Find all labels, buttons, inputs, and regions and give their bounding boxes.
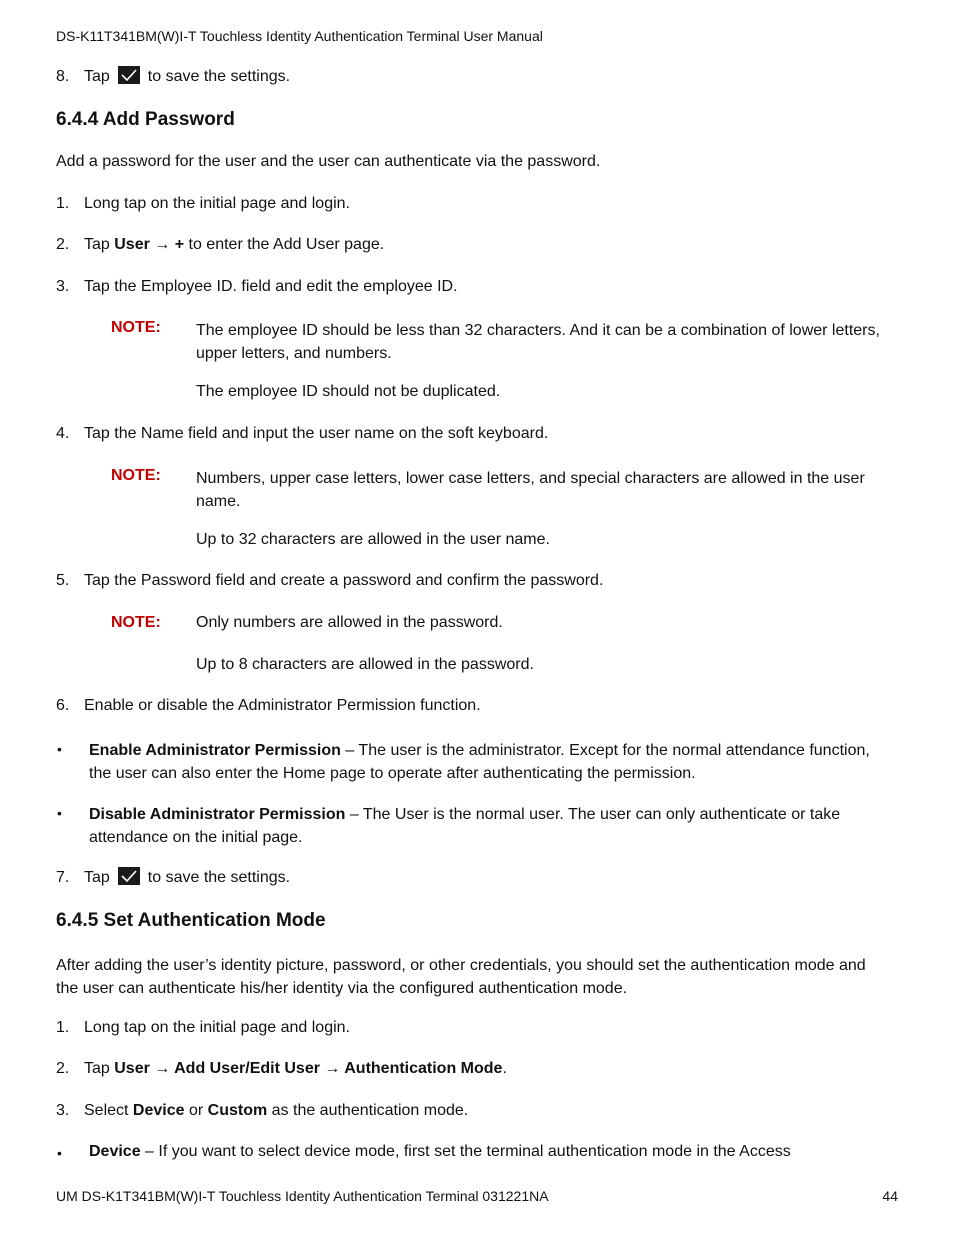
step-6: 6. Enable or disable the Administrator Permission function.	[56, 697, 481, 714]
note-text: The employee ID should be less than 32 characters. And it can be a combination of lower letters, upper letters, and numbers.	[196, 322, 880, 362]
note-label: NOTE:	[111, 467, 161, 484]
bullet-disable-admin: Disable Administrator Permission – The User is the normal user. The user can only authenticate or take attendance on the initial page.	[89, 806, 841, 846]
page-header: DS-K11T341BM(W)I-T Touchless Identity Authentication Terminal User Manual	[56, 28, 543, 44]
step-2: 2. Tap User → + to enter the Add User page.	[56, 236, 385, 253]
note-text: Up to 32 characters are allowed in the user name.	[196, 531, 550, 548]
note-text: Up to 8 characters are allowed in the password.	[196, 656, 534, 673]
note-text: The employee ID should not be duplicated.	[196, 383, 501, 400]
note-label: NOTE:	[111, 614, 161, 631]
section-heading-add-password: 6.4.4 Add Password	[56, 109, 235, 130]
bullet-marker: •	[57, 1145, 62, 1161]
section-intro: Add a password for the user and the user can authenticate via the password.	[56, 153, 601, 170]
checkmark-icon	[118, 867, 140, 885]
step-1: 1. Long tap on the initial page and login.	[56, 1019, 350, 1036]
bullet-enable-admin: Enable Administrator Permission – The user is the administrator. Except for the normal attendance function, the user can also enter the Home page to operate after authenticating the permission.	[89, 742, 870, 782]
note-text: Numbers, upper case letters, lower case letters, and special characters are allowed in the user name.	[196, 470, 865, 510]
section-heading-auth-mode: 6.4.5 Set Authentication Mode	[56, 910, 326, 931]
step-2: 2. Tap User → Add User/Edit User → Authentication Mode.	[56, 1060, 507, 1077]
step-8: 8. Tap to save the settings.	[56, 68, 291, 85]
step-4: 4. Tap the Name field and input the user name on the soft keyboard.	[56, 425, 549, 442]
step-3: 3. Tap the Employee ID. field and edit the employee ID.	[56, 278, 458, 295]
page-footer: UM DS-K1T341BM(W)I-T Touchless Identity Authentication Terminal 031221NA	[56, 1188, 549, 1204]
step-3: 3. Select Device or Custom as the authentication mode.	[56, 1102, 469, 1119]
checkmark-icon	[118, 66, 140, 84]
step-7: 7. Tap to save the settings.	[56, 869, 291, 886]
note-label: NOTE:	[111, 319, 161, 336]
section-intro: After adding the user’s identity picture, password, or other credentials, you should set the authentication mode and the user can authenticate his/her identity via the configured authentication mode.	[56, 957, 866, 997]
page-number: 44	[882, 1188, 898, 1204]
bullet-marker: •	[57, 741, 62, 757]
note-text: Only numbers are allowed in the password.	[196, 614, 503, 631]
bullet-device: Device – If you want to select device mode, first set the terminal authentication mode in the Access	[89, 1143, 791, 1160]
bullet-marker: •	[57, 805, 62, 821]
step-1: 1. Long tap on the initial page and login.	[56, 195, 350, 212]
step-5: 5. Tap the Password field and create a password and confirm the password.	[56, 572, 604, 589]
